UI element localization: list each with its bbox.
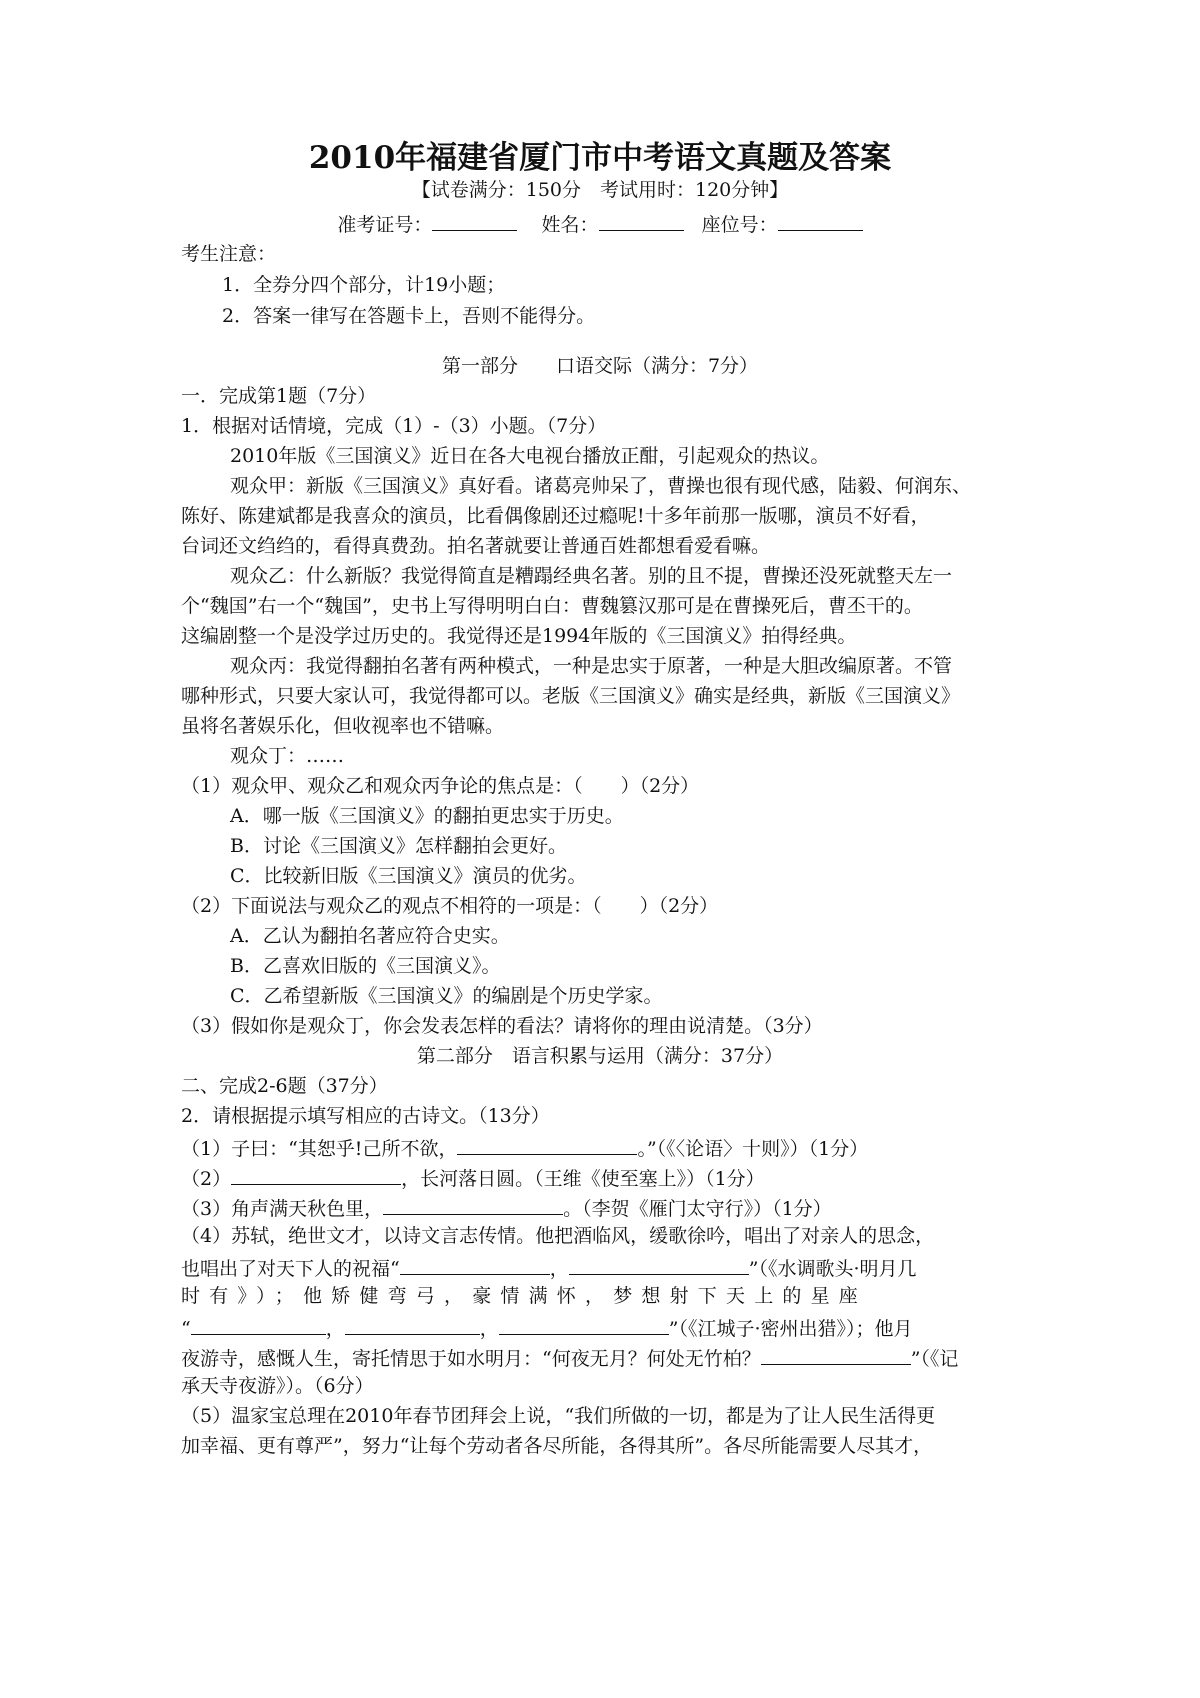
notice-item: 2．答案一律写在答题卡上，吾则不能得分。: [222, 305, 596, 327]
answer-blank[interactable]: [383, 1194, 563, 1215]
question-1: 1．根据对话情境，完成（1）-（3）小题。（7分）: [181, 415, 607, 437]
answer-blank[interactable]: [761, 1344, 911, 1365]
option: C．乙希望新版《三国演义》的编剧是个历史学家。: [230, 985, 663, 1007]
name-blank[interactable]: [599, 210, 684, 231]
option: B．讨论《三国演义》怎样翻拍会更好。: [230, 835, 567, 857]
page-title: 2010年福建省厦门市中考语文真题及答案: [308, 140, 892, 176]
dialog-yi: 观众乙：什么新版？我觉得简直是糟蹋经典名著。别的且不提，曹操还没死就整天左一: [230, 565, 953, 587]
notice-heading: 考生注意：: [181, 243, 277, 265]
seat-label: 座位号：: [701, 214, 778, 236]
part1-title: 第一部分 口语交际（满分：7分）: [441, 355, 759, 377]
subquestion-3: （3）假如你是观众丁，你会发表怎样的看法？请将你的理由说清楚。（3分）: [181, 1015, 823, 1037]
answer-blank[interactable]: [457, 1134, 637, 1155]
part2-title: 第二部分 语言积累与运用（满分：37分）: [416, 1045, 784, 1067]
poem-line-4: 承天寺夜游》）。（6分）: [181, 1375, 374, 1397]
dialog-ding: 观众丁：……: [230, 745, 345, 767]
poem-line-4: “ ， ， ”（《江城子·密州出猎》）；他月: [181, 1314, 1031, 1342]
answer-blank[interactable]: [191, 1314, 326, 1335]
poem-line-2: （2） ，长河落日圆。（王维《使至塞上》）（1分）: [181, 1164, 1031, 1192]
answer-blank[interactable]: [400, 1254, 550, 1275]
question-2: 2．请根据提示填写相应的古诗文。（13分）: [181, 1105, 550, 1127]
option: A．哪一版《三国演义》的翻拍更忠实于历史。: [230, 805, 624, 827]
dialog-bing: 哪种形式，只要大家认可，我觉得都可以。老版《三国演义》确实是经典，新版《三国演义》: [181, 685, 961, 707]
poem-line-5: （5）温家宝总理在2010年春节团拜会上说，“我们所做的一切，都是为了让人民生活得更: [181, 1405, 936, 1427]
answer-blank[interactable]: [231, 1164, 401, 1185]
id-blank[interactable]: [432, 210, 517, 231]
poem-line-4: 时有》）；他矫健弯弓，豪情满怀，梦想射下天上的星座: [181, 1285, 868, 1307]
poem-line-5: 加幸福、更有尊严”，努力“让每个劳动者各尽所能，各得其所”。各尽所能需要人尽其才，: [181, 1435, 933, 1457]
part1-section: 一．完成第1题（7分）: [181, 385, 377, 407]
poem-line-4: 夜游寺，感慨人生，寄托情思于如水明月：“何夜无月？何处无竹柏？ ”（《记: [181, 1344, 1031, 1372]
answer-blank[interactable]: [345, 1314, 480, 1335]
subquestion-2: （2）下面说法与观众乙的观点不相符的一项是：（ ）（2分）: [181, 895, 719, 917]
answer-blank[interactable]: [569, 1254, 749, 1275]
exam-subtitle: 【试卷满分：150分 考试用时：120分钟】: [411, 179, 789, 201]
dialog-yi: 这编剧整一个是没学过历史的。我觉得还是1994年版的《三国演义》拍得经典。: [181, 625, 857, 647]
passage-intro: 2010年版《三国演义》近日在各大电视台播放正酣，引起观众的热议。: [230, 445, 830, 467]
dialog-jia: 陈好、陈建斌都是我喜众的演员，比看偶像剧还过瘾呢!十多年前那一版哪，演员不好看，: [181, 505, 930, 527]
seat-blank[interactable]: [778, 210, 863, 231]
dialog-jia: 台词还文绉绉的，看得真费劲。拍名著就要让普通百姓都想看爱看嘛。: [181, 535, 771, 557]
poem-line-1: （1）子曰：“其恕乎!己所不欲， 。”（《〈论语〉十则》）（1分）: [181, 1134, 1031, 1162]
answer-blank[interactable]: [499, 1314, 669, 1335]
poem-line-3: （3）角声满天秋色里， 。（李贺《雁门太守行》）（1分）: [181, 1194, 1031, 1222]
dialog-bing: 虽将名著娱乐化，但收视率也不错嘛。: [181, 715, 505, 737]
dialog-bing: 观众丙：我觉得翻拍名著有两种模式，一种是忠实于原著，一种是大胆改编原著。不管: [230, 655, 953, 677]
subquestion-1: （1）观众甲、观众乙和观众丙争论的焦点是：（ ）（2分）: [181, 775, 700, 797]
notice-item: 1．全券分四个部分，计19小题；: [222, 274, 506, 296]
part2-section: 二、完成2-6题（37分）: [181, 1075, 388, 1097]
candidate-info: [0, 210, 1200, 238]
id-label: 准考证号：: [337, 214, 433, 236]
poem-line-4: 也唱出了对天下人的祝福“ ， ”（《水调歌头·明月几: [181, 1254, 1031, 1282]
option: A．乙认为翻拍名著应符合史实。: [230, 925, 510, 947]
name-label: 姓名：: [541, 214, 599, 236]
option: C．比较新旧版《三国演义》演员的优劣。: [230, 865, 587, 887]
dialog-yi: 个“魏国”右一个“魏国”，史书上写得明明白白：曹魏篡汉那可是在曹操死后，曹丕干的。: [181, 595, 923, 617]
poem-line-4: （4）苏轼，绝世文才，以诗文言志传情。他把酒临风，缓歌徐吟，唱出了对亲人的思念，: [181, 1225, 935, 1247]
dialog-jia: 观众甲：新版《三国演义》真好看。诸葛亮帅呆了，曹操也很有现代感，陆毅、何润东、: [230, 475, 972, 497]
option: B．乙喜欢旧版的《三国演义》。: [230, 955, 501, 977]
